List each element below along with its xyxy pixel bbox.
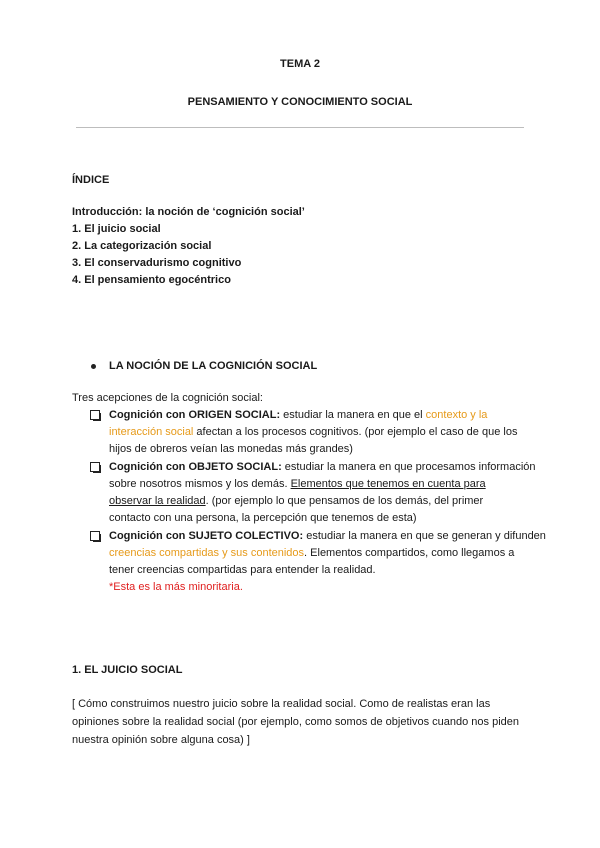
item2-line4: contacto con una persona, la percepción que tenemos de esta) (109, 512, 417, 524)
title-divider (76, 127, 524, 128)
index-heading: ÍNDICE (72, 174, 110, 186)
checkbox-icon (90, 462, 100, 472)
index-item: 1. El juicio social (72, 223, 161, 235)
index-item: 2. La categorización social (72, 240, 212, 252)
checkbox-icon (90, 531, 100, 541)
item3-line1: Cognición con SUJETO COLECTIVO: estudiar la manera en que se generan y difunden (109, 530, 546, 542)
checkbox-icon (90, 410, 100, 420)
juicio-paragraph-line: nuestra opinión sobre alguna cosa) ] (72, 734, 250, 746)
item2-line3: observar la realidad. (por ejemplo lo que pensamos de los demás, del primer (109, 495, 484, 507)
juicio-paragraph-line: [ Cómo construimos nuestro juicio sobre la realidad social. Como de realistas eran las (72, 698, 491, 710)
nocion-intro: Tres acepciones de la cognición social: (72, 392, 263, 404)
item1-line2: interacción social afectan a los procesos cognitivos. (por ejemplo el caso de que los (109, 426, 518, 438)
item2-line1: Cognición con OBJETO SOCIAL: estudiar la manera en que procesamos información (109, 461, 536, 473)
document-title: PENSAMIENTO Y CONOCIMIENTO SOCIAL (187, 96, 413, 108)
item3-line2: creencias compartidas y sus contenidos. Elementos compartidos, como llegamos a (109, 547, 515, 559)
section-heading-juicio: 1. EL JUICIO SOCIAL (72, 664, 183, 676)
juicio-paragraph-line: opiniones sobre la realidad social (por ejemplo, como somos de objetivos cuando nos piden (72, 716, 519, 728)
item2-line2: sobre nosotros mismos y los demás. Elementos que tenemos en cuenta para (109, 478, 486, 490)
section-heading-nocion: LA NOCIÓN DE LA COGNICIÓN SOCIAL (109, 360, 318, 372)
bullet-icon (91, 364, 96, 369)
item1-line3: hijos de obreros veían las monedas más grandes) (109, 443, 353, 455)
item3-line3: tener creencias compartidas para entender la realidad. (109, 564, 376, 576)
index-item: Introducción: la noción de ‘cognición social’ (72, 206, 305, 218)
item1-line1: Cognición con ORIGEN SOCIAL: estudiar la manera en que el contexto y la (109, 409, 488, 421)
index-item: 3. El conservadurismo cognitivo (72, 257, 242, 269)
index-item: 4. El pensamiento egocéntrico (72, 274, 231, 286)
tema-label: TEMA 2 (280, 58, 320, 70)
item3-note: *Esta es la más minoritaria. (109, 581, 243, 593)
